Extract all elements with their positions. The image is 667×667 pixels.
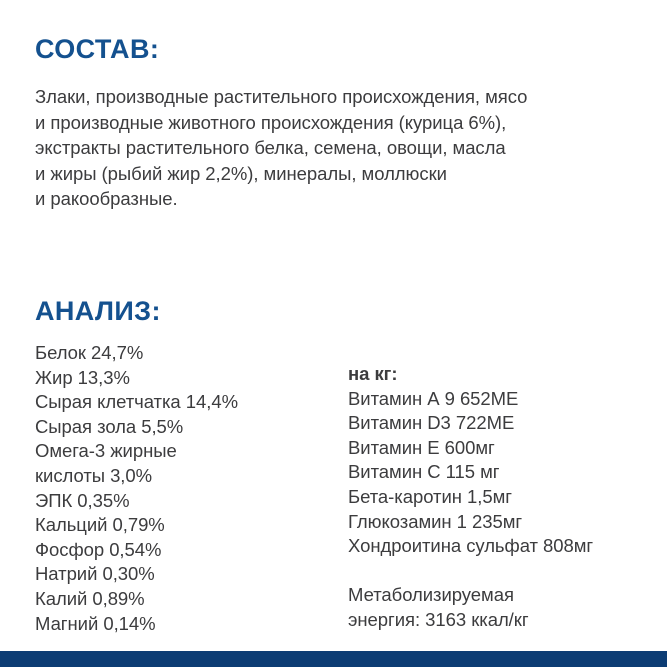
vitamin-item: Витамин D3 722МЕ — [348, 412, 515, 434]
analysis-right-column — [348, 362, 658, 633]
vitamin-item: Витамин С 115 мг — [348, 461, 500, 483]
analysis-item: Сырая зола 5,5% — [35, 415, 184, 437]
composition-line: и производные животного происхождения (курица 6%), — [35, 111, 507, 133]
analysis-item: Белок 24,7% — [35, 342, 144, 363]
column-spacer — [348, 559, 658, 584]
composition-line: и ракообразные. — [35, 188, 178, 209]
vitamin-item: Бета-каротин 1,5мг — [348, 485, 512, 507]
analysis-item: Омега-3 жирные — [35, 440, 177, 462]
composition-heading: СОСТАВ: — [35, 34, 160, 64]
analysis-item: Магний 0,14% — [35, 612, 156, 634]
analysis-heading: АНАЛИЗ: — [35, 296, 161, 326]
analysis-item: Фосфор 0,54% — [35, 538, 162, 560]
bottom-accent-bar — [0, 651, 667, 667]
analysis-item: Жир 13,3% — [35, 366, 130, 388]
analysis-item: Сырая клетчатка 14,4% — [35, 391, 238, 413]
vitamin-item: Витамин Е 600мг — [348, 436, 495, 458]
per-kg-label: на кг: — [348, 363, 398, 384]
composition-line: Злаки, производные растительного происхождения, мясо — [35, 86, 528, 107]
vitamin-item: Витамин А 9 652МЕ — [348, 387, 519, 409]
energy-line: энергия: 3163 ккал/кг — [348, 608, 529, 630]
vitamin-item: Глюкозамин 1 235мг — [348, 510, 523, 532]
analysis-item: Натрий 0,30% — [35, 563, 155, 585]
analysis-left-column — [35, 341, 335, 636]
analysis-item: Кальций 0,79% — [35, 514, 165, 536]
analysis-item: Калий 0,89% — [35, 587, 145, 609]
composition-paragraph — [35, 84, 635, 212]
composition-line: экстракты растительного белка, семена, овощи, масла — [35, 137, 506, 158]
analysis-item: кислоты 3,0% — [35, 464, 153, 486]
composition-line: и жиры (рыбий жир 2,2%), минералы, моллюски — [35, 162, 447, 184]
vitamin-item: Хондроитина сульфат 808мг — [348, 535, 594, 557]
analysis-item: ЭПК 0,35% — [35, 489, 130, 511]
energy-line: Метаболизируемая — [348, 584, 514, 606]
